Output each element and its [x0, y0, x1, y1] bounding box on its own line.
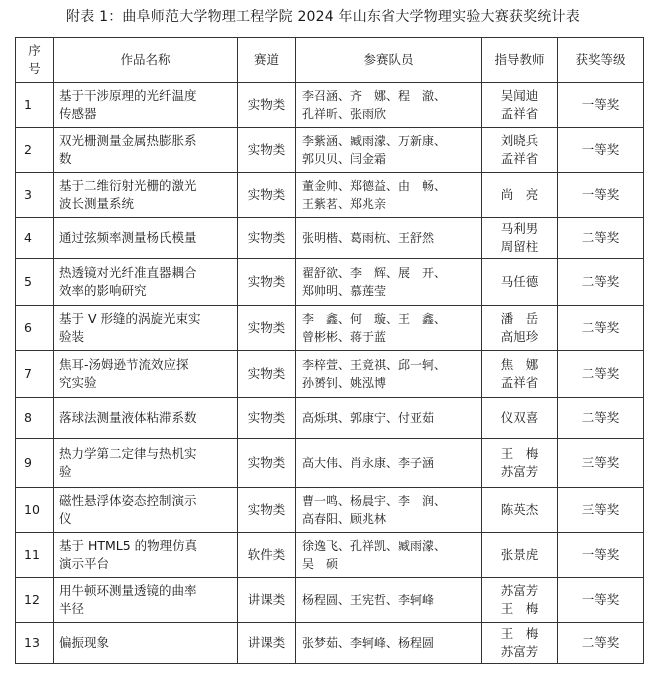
cell-track: 讲课类 [238, 623, 296, 664]
table-row [16, 83, 644, 128]
cell-advisors: 刘晓兵 孟祥省 [482, 128, 558, 173]
cell-award: 一等奖 [558, 533, 644, 578]
header-work: 作品名称 [54, 38, 238, 83]
cell-members: 杨程圆、王宪哲、李轲峰 [296, 578, 482, 623]
header-row [16, 38, 644, 83]
cell-work: 通过弦频率测量杨氏模量 [54, 218, 238, 259]
cell-track: 实物类 [238, 218, 296, 259]
cell-index: 12 [16, 578, 54, 623]
cell-members: 李梓萱、王竟祺、邱一轲、 孙赟钊、姚泓博 [296, 351, 482, 398]
cell-index: 2 [16, 128, 54, 173]
cell-advisors: 王 梅 苏富芳 [482, 623, 558, 664]
cell-work: 基于 HTML5 的物理仿真 演示平台 [54, 533, 238, 578]
cell-track: 软件类 [238, 533, 296, 578]
cell-track: 实物类 [238, 351, 296, 398]
cell-award: 二等奖 [558, 623, 644, 664]
cell-index: 11 [16, 533, 54, 578]
cell-advisors: 仪双喜 [482, 398, 558, 439]
cell-track: 讲课类 [238, 578, 296, 623]
header-track: 赛道 [238, 38, 296, 83]
cell-work: 基于干涉原理的光纤温度 传感器 [54, 83, 238, 128]
cell-index: 1 [16, 83, 54, 128]
cell-award: 三等奖 [558, 439, 644, 488]
cell-work: 热透镜对光纤准直器耦合 效率的影响研究 [54, 259, 238, 306]
cell-track: 实物类 [238, 306, 296, 351]
cell-track: 实物类 [238, 83, 296, 128]
table-row [16, 351, 644, 398]
cell-advisors: 王 梅 苏富芳 [482, 439, 558, 488]
cell-work: 偏振现象 [54, 623, 238, 664]
table-row [16, 439, 644, 488]
cell-award: 二等奖 [558, 351, 644, 398]
cell-index: 8 [16, 398, 54, 439]
cell-index: 13 [16, 623, 54, 664]
cell-members: 高大伟、肖永康、李子涵 [296, 439, 482, 488]
cell-advisors: 潘 岳 高旭珍 [482, 306, 558, 351]
cell-index: 4 [16, 218, 54, 259]
cell-work: 基于二维衍射光栅的激光 波长测量系统 [54, 173, 238, 218]
cell-members: 徐逸飞、孔祥凯、臧雨濛、 吴 硕 [296, 533, 482, 578]
cell-index: 6 [16, 306, 54, 351]
cell-work: 磁性悬浮体姿态控制演示 仪 [54, 488, 238, 533]
cell-work: 用牛顿环测量透镜的曲率 半径 [54, 578, 238, 623]
cell-award: 一等奖 [558, 83, 644, 128]
award-table [15, 37, 644, 664]
table-row [16, 488, 644, 533]
cell-award: 一等奖 [558, 128, 644, 173]
cell-advisors: 尚 亮 [482, 173, 558, 218]
header-members: 参赛队员 [296, 38, 482, 83]
cell-advisors: 马利男 周留柱 [482, 218, 558, 259]
cell-members: 高烁琪、郭康宁、付亚茹 [296, 398, 482, 439]
table-row [16, 578, 644, 623]
table-row [16, 306, 644, 351]
cell-index: 10 [16, 488, 54, 533]
cell-work: 双光栅测量金属热膨胀系 数 [54, 128, 238, 173]
header-index: 序 号 [16, 38, 54, 83]
cell-advisors: 吴闻迪 孟祥省 [482, 83, 558, 128]
cell-award: 二等奖 [558, 218, 644, 259]
cell-work: 热力学第二定律与热机实 验 [54, 439, 238, 488]
cell-track: 实物类 [238, 173, 296, 218]
cell-index: 3 [16, 173, 54, 218]
cell-work: 焦耳-汤姆逊节流效应探 究实验 [54, 351, 238, 398]
table-row [16, 398, 644, 439]
cell-award: 三等奖 [558, 488, 644, 533]
cell-award: 一等奖 [558, 578, 644, 623]
cell-award: 二等奖 [558, 398, 644, 439]
cell-advisors: 焦 娜 孟祥省 [482, 351, 558, 398]
cell-advisors: 张景虎 [482, 533, 558, 578]
cell-track: 实物类 [238, 128, 296, 173]
table-row [16, 128, 644, 173]
cell-work: 基于 V 形缝的涡旋光束实 验装 [54, 306, 238, 351]
cell-track: 实物类 [238, 259, 296, 306]
cell-members: 张梦茹、李轲峰、杨程圆 [296, 623, 482, 664]
cell-advisors: 苏富芳 王 梅 [482, 578, 558, 623]
cell-index: 5 [16, 259, 54, 306]
table-row [16, 218, 644, 259]
header-advisors: 指导教师 [482, 38, 558, 83]
cell-work: 落球法测量液体粘滞系数 [54, 398, 238, 439]
cell-index: 7 [16, 351, 54, 398]
cell-track: 实物类 [238, 398, 296, 439]
cell-index: 9 [16, 439, 54, 488]
cell-advisors: 陈英杰 [482, 488, 558, 533]
cell-award: 二等奖 [558, 306, 644, 351]
cell-advisors: 马任德 [482, 259, 558, 306]
cell-members: 李紫涵、臧雨濛、万新康、 郭贝贝、闫金霜 [296, 128, 482, 173]
cell-award: 二等奖 [558, 259, 644, 306]
table-row [16, 259, 644, 306]
cell-members: 李召涵、齐 娜、程 澈、 孔祥昕、张雨欣 [296, 83, 482, 128]
cell-members: 张明楷、葛雨杭、王舒然 [296, 218, 482, 259]
cell-award: 一等奖 [558, 173, 644, 218]
table-row [16, 173, 644, 218]
cell-track: 实物类 [238, 439, 296, 488]
cell-members: 董金帅、郑德益、由 畅、 王紫茗、郑兆亲 [296, 173, 482, 218]
cell-track: 实物类 [238, 488, 296, 533]
page-title: 附表 1：曲阜师范大学物理工程学院 2024 年山东省大学物理实验大赛获奖统计表 [66, 9, 580, 25]
header-award: 获奖等级 [558, 38, 644, 83]
cell-members: 李 鑫、何 璇、王 鑫、 曾彬彬、蒋于蓝 [296, 306, 482, 351]
table-row [16, 623, 644, 664]
table-row [16, 533, 644, 578]
cell-members: 翟舒欲、李 辉、展 开、 郑帅明、慕莲莹 [296, 259, 482, 306]
cell-members: 曹一鸣、杨晨宇、李 润、 高春阳、顾兆林 [296, 488, 482, 533]
